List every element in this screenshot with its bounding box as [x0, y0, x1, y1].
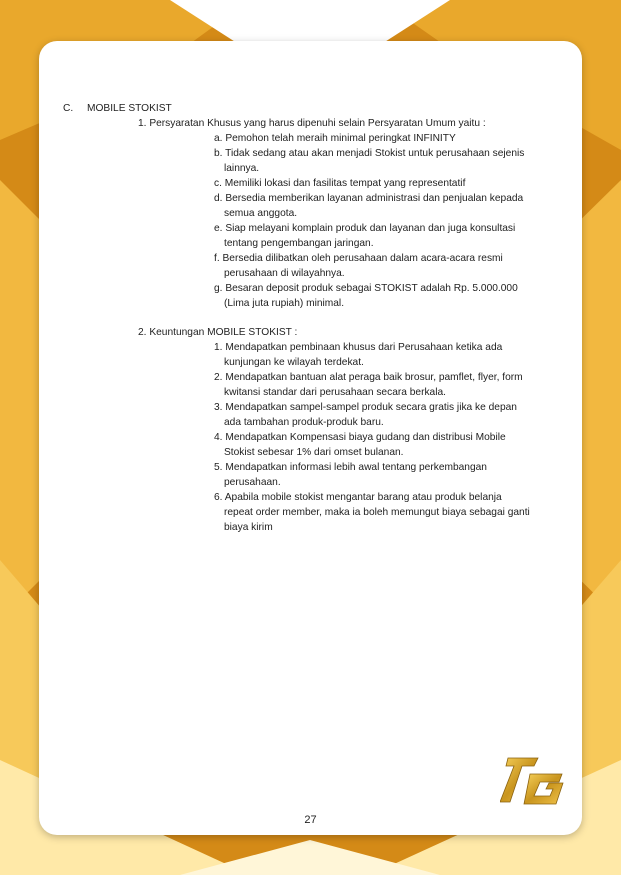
- benefit-line: 1. Mendapatkan pembinaan khusus dari Perusahaan ketika ada: [214, 342, 503, 353]
- benefit-line: repeat order member, maka ia boleh memungut biaya sebagai ganti: [224, 507, 530, 518]
- benefit-line: 3. Mendapatkan sampel-sampel produk secara gratis jika ke depan: [214, 402, 517, 413]
- section-marker: C.: [63, 103, 74, 114]
- requirement-line: f. Bersedia dilibatkan oleh perusahaan dalam acara-acara resmi: [214, 253, 503, 264]
- benefit-line: 6. Apabila mobile stokist mengantar barang atau produk belanja: [214, 492, 502, 503]
- section-title: MOBILE STOKIST: [87, 103, 172, 114]
- requirement-line: semua anggota.: [224, 208, 298, 219]
- benefits-heading: 2. Keuntungan MOBILE STOKIST :: [138, 327, 298, 338]
- benefit-line: biaya kirim: [224, 522, 273, 533]
- benefit-line: 2. Mendapatkan bantuan alat peraga baik brosur, pamflet, flyer, form: [214, 372, 523, 383]
- requirement-line: g. Besaran deposit produk sebagai STOKIST adalah Rp. 5.000.000: [214, 283, 518, 294]
- page-number: 27: [304, 814, 317, 826]
- requirement-line: perusahaan di wilayahnya.: [224, 268, 345, 279]
- requirement-line: b. Tidak sedang atau akan menjadi Stokist untuk perusahaan sejenis: [214, 148, 525, 159]
- benefit-line: ada tambahan produk-produk baru.: [224, 417, 384, 428]
- benefit-line: kunjungan ke wilayah terdekat.: [224, 357, 364, 368]
- requirement-line: lainnya.: [224, 163, 260, 174]
- requirement-line: d. Bersedia memberikan layanan administrasi dan penjualan kepada: [214, 193, 524, 204]
- requirements-heading: 1. Persyaratan Khusus yang harus dipenuhi selain Persyaratan Umum yaitu :: [138, 118, 486, 129]
- benefit-line: 4. Mendapatkan Kompensasi biaya gudang dan distribusi Mobile: [214, 432, 506, 443]
- benefit-line: 5. Mendapatkan informasi lebih awal tentang perkembangan: [214, 462, 487, 473]
- requirement-line: e. Siap melayani komplain produk dan layanan dan juga konsultasi: [214, 223, 516, 234]
- requirement-line: tentang pengembangan jaringan.: [224, 238, 374, 249]
- requirement-line: c. Memiliki lokasi dan fasilitas tempat yang representatif: [214, 178, 466, 189]
- benefit-line: perusahaan.: [224, 477, 281, 488]
- benefit-line: Stokist sebesar 1% dari omset bulanan.: [224, 447, 404, 458]
- benefit-line: kwitansi standar dari perusahaan secara berkala.: [224, 387, 446, 398]
- requirement-line: a. Pemohon telah meraih minimal peringkat INFINITY: [214, 133, 456, 144]
- brand-logo: [500, 752, 564, 810]
- requirement-line: (Lima juta rupiah) minimal.: [224, 298, 345, 309]
